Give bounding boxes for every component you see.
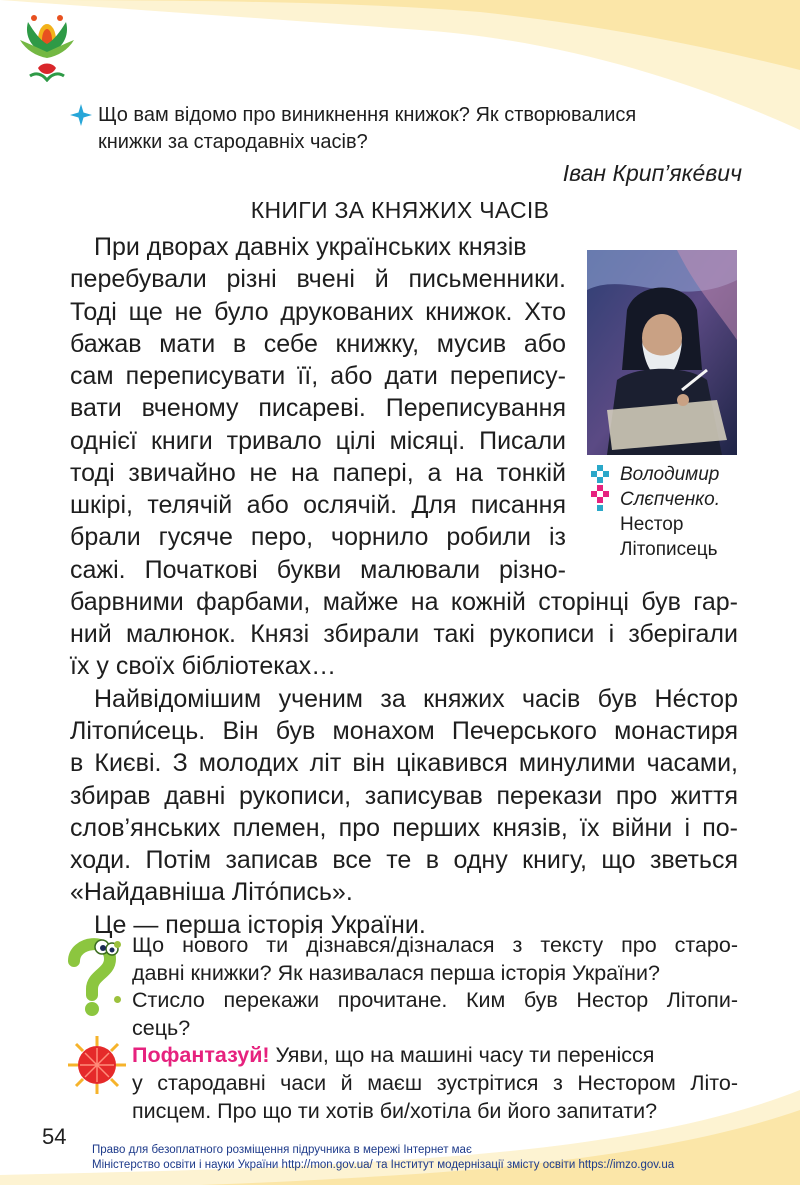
text-line: бажав мати в себе книжку, мусив або	[70, 330, 566, 358]
intro-line: Що вам відомо про виникнення книжок? Як створювалися	[98, 104, 637, 126]
text-line: сам переписувати її, або дати перепису-	[70, 362, 566, 390]
author-name: Іван Крип’яке́вич	[562, 160, 742, 186]
text-line: Найвідомішим ученим за княжих часів був Не́стор	[94, 685, 738, 713]
question-mark-caterpillar-icon	[62, 933, 120, 1018]
fantasy-line: у стародавні часи й маєш зустрітися з Нестором Літо-	[132, 1071, 738, 1095]
text-line: однієї книги тривало цілі місяці. Писали	[70, 427, 566, 455]
text-line: При дворах давніх українських князів	[94, 233, 527, 261]
text-line: сажі. Початкові букви малювали різно-	[70, 556, 566, 584]
text-line: шкірі, телячій або ослячій. Для писання	[70, 491, 566, 519]
bullet-marker	[114, 996, 121, 1003]
red-sun-icon	[68, 1036, 126, 1094]
text-line: перебували різні вчені й письменники.	[70, 265, 566, 293]
sparkle-star-icon	[70, 104, 92, 126]
text-line: ний малюнок. Князі збирали такі рукописи і зберігали	[70, 620, 738, 648]
text-line: брали гусяче перо, чорнило робили із	[70, 523, 566, 551]
question-line: Стисло перекажи прочитане. Ким був Нестор Літопи-	[132, 988, 738, 1012]
folk-flower-ornament-icon	[16, 10, 78, 82]
embroidery-ornament-icon	[588, 465, 612, 511]
text-line: Літопи́сець. Він був монахом Печерського монастиря	[70, 717, 738, 745]
question-line: Що нового ти дізнався/дізналася з тексту про старо-	[132, 933, 738, 957]
footer-line: Право для безоплатного розміщення підручника в мережі Інтернет має	[92, 1144, 472, 1156]
caption-artist: Володимир	[620, 464, 720, 485]
question-line: давні книжки? Як називалася перша історія України?	[132, 961, 660, 985]
text-line: їх у своїх бібліотеках…	[70, 652, 337, 680]
text-line: в Києві. З молодих літ він цікавився минулими часами,	[70, 749, 738, 777]
text-line: Тоді ще не було друкованих книжок. Хто	[70, 298, 566, 326]
caption-work: Нестор	[620, 514, 684, 535]
fantasy-line	[132, 1041, 654, 1069]
caption-work: Літописець	[620, 539, 718, 560]
painting-caption	[620, 462, 720, 562]
footer-rights-notice	[92, 1143, 674, 1173]
caption-artist: Слєпченко.	[620, 489, 720, 510]
text-line: збирав давні рукописи, записував перекази про життя	[70, 782, 738, 810]
portrait-painting	[587, 250, 737, 455]
intro-line: книжки за стародавніх часів?	[98, 131, 368, 153]
bullet-marker	[114, 941, 121, 948]
text-line: «Найдавніша Літо́пись».	[70, 878, 353, 906]
text-line: слов’янських племен, про перших князів, їх війни і по-	[70, 814, 738, 842]
page-number: 54	[42, 1124, 67, 1149]
question-line: сець?	[132, 1016, 191, 1040]
text-line: вати вченому писареві. Переписування	[70, 394, 566, 422]
text-line: барвними фарбами, майже на кожній сторінці був гар-	[70, 588, 738, 616]
fantasy-label: Пофантазуй!	[132, 1043, 270, 1067]
fantasy-line: писцем. Про що ти хотів би/хотіла би його запитати?	[132, 1099, 658, 1123]
intro-question	[98, 102, 748, 156]
paragraph-3: Це — перша історія України.	[94, 911, 426, 939]
text-line: тоді звичайно не на папері, а на тонкій	[70, 459, 566, 487]
text-line: ходи. Потім записав все те в одну книгу, що зветься	[70, 846, 738, 874]
footer-line: Міністерство освіти і науки України http://mon.gov.ua/ та Інститут модернізації змісту освіти https://imzo.gov.ua	[92, 1159, 675, 1171]
text-title: КНИГИ ЗА КНЯЖИХ ЧАСІВ	[250, 197, 550, 223]
nestor-portrait-image	[587, 250, 737, 455]
fantasy-line-rest: Уяви, що на машині часу ти перенісся	[269, 1043, 655, 1067]
